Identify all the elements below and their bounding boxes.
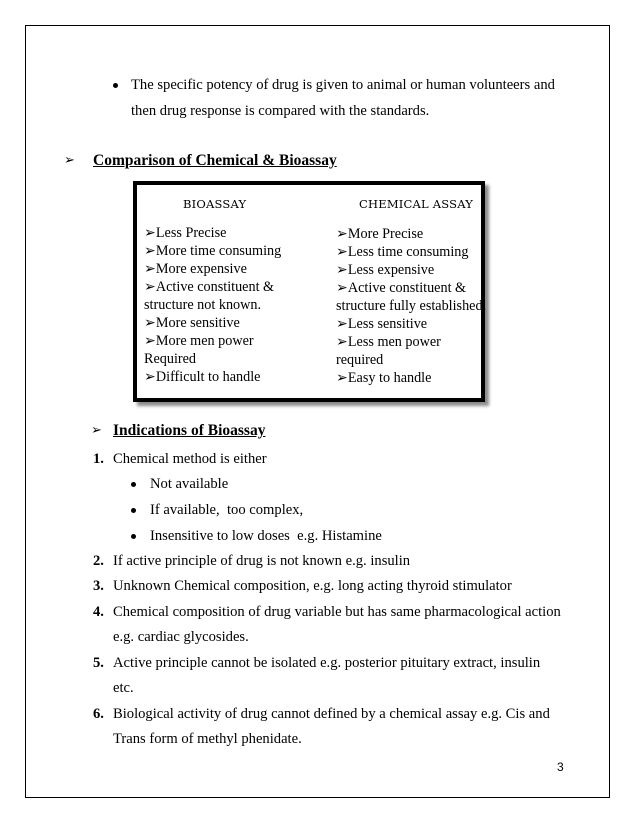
chemical-assay-header: CHEMICAL ASSAY bbox=[359, 197, 474, 211]
intro-line-2: then drug response is compared with the standards. bbox=[131, 103, 430, 119]
sub-bullet-text: If available, too complex, bbox=[150, 502, 304, 518]
bioassay-line: Required bbox=[144, 351, 197, 367]
chemical-line: ➢Less expensive bbox=[336, 262, 435, 278]
list-item-text: Chemical composition of drug variable but has same pharmacological action bbox=[113, 604, 561, 620]
bioassay-line: ➢More time consuming bbox=[144, 243, 282, 259]
list-item-continuation: e.g. cardiac glycosides. bbox=[113, 629, 249, 645]
list-item-text: Unknown Chemical composition, e.g. long acting thyroid stimulator bbox=[113, 578, 512, 594]
chemical-line: ➢Less time consuming bbox=[336, 244, 469, 260]
chemical-line: structure fully established. bbox=[336, 298, 487, 314]
bioassay-line: ➢More sensitive bbox=[144, 315, 240, 331]
list-item-text: If active principle of drug is not known e.g. insulin bbox=[113, 553, 411, 569]
comparison-heading: Comparison of Chemical & Bioassay bbox=[93, 152, 337, 169]
arrow-bullet-icon: ➢ bbox=[91, 423, 102, 438]
page-number: 3 bbox=[557, 760, 564, 774]
list-item-text: Active principle cannot be isolated e.g. posterior pituitary extract, insulin bbox=[113, 655, 541, 671]
chemical-line: required bbox=[336, 352, 384, 368]
list-number: 2. bbox=[93, 553, 104, 569]
bullet-icon bbox=[131, 534, 136, 539]
bioassay-line: ➢Less Precise bbox=[144, 225, 227, 241]
bioassay-header: BIOASSAY bbox=[183, 197, 247, 211]
bullet-icon bbox=[131, 508, 136, 513]
chemical-line: ➢Less sensitive bbox=[336, 316, 428, 332]
list-number: 4. bbox=[93, 604, 104, 620]
list-number: 5. bbox=[93, 655, 104, 671]
bullet-icon bbox=[113, 83, 118, 88]
chemical-line: ➢Active constituent & bbox=[336, 280, 467, 296]
bioassay-line: ➢Difficult to handle bbox=[144, 369, 261, 385]
list-item-continuation: Trans form of methyl phenidate. bbox=[113, 731, 302, 747]
list-number: 1. bbox=[93, 451, 104, 467]
bioassay-line: ➢More men power bbox=[144, 333, 254, 349]
sub-bullet-text: Insensitive to low doses e.g. Histamine bbox=[150, 528, 382, 544]
indications-heading: Indications of Bioassay bbox=[113, 422, 266, 439]
list-item-text: Biological activity of drug cannot defined by a chemical assay e.g. Cis and bbox=[113, 706, 550, 722]
bioassay-line: ➢Active constituent & bbox=[144, 279, 275, 295]
sub-bullet-text: Not available bbox=[150, 476, 229, 492]
arrow-bullet-icon: ➢ bbox=[64, 153, 75, 168]
intro-line-1: The specific potency of drug is given to animal or human volunteers and bbox=[131, 77, 555, 93]
list-item-text: Chemical method is either bbox=[113, 451, 267, 467]
list-item-continuation: etc. bbox=[113, 680, 134, 696]
list-number: 6. bbox=[93, 706, 104, 722]
list-number: 3. bbox=[93, 578, 104, 594]
chemical-line: ➢Less men power bbox=[336, 334, 441, 350]
bioassay-line: structure not known. bbox=[144, 297, 262, 313]
bullet-icon bbox=[131, 482, 136, 487]
chemical-line: ➢More Precise bbox=[336, 226, 424, 242]
comparison-table bbox=[133, 181, 485, 402]
bioassay-line: ➢More expensive bbox=[144, 261, 247, 277]
chemical-line: ➢Easy to handle bbox=[336, 370, 432, 386]
